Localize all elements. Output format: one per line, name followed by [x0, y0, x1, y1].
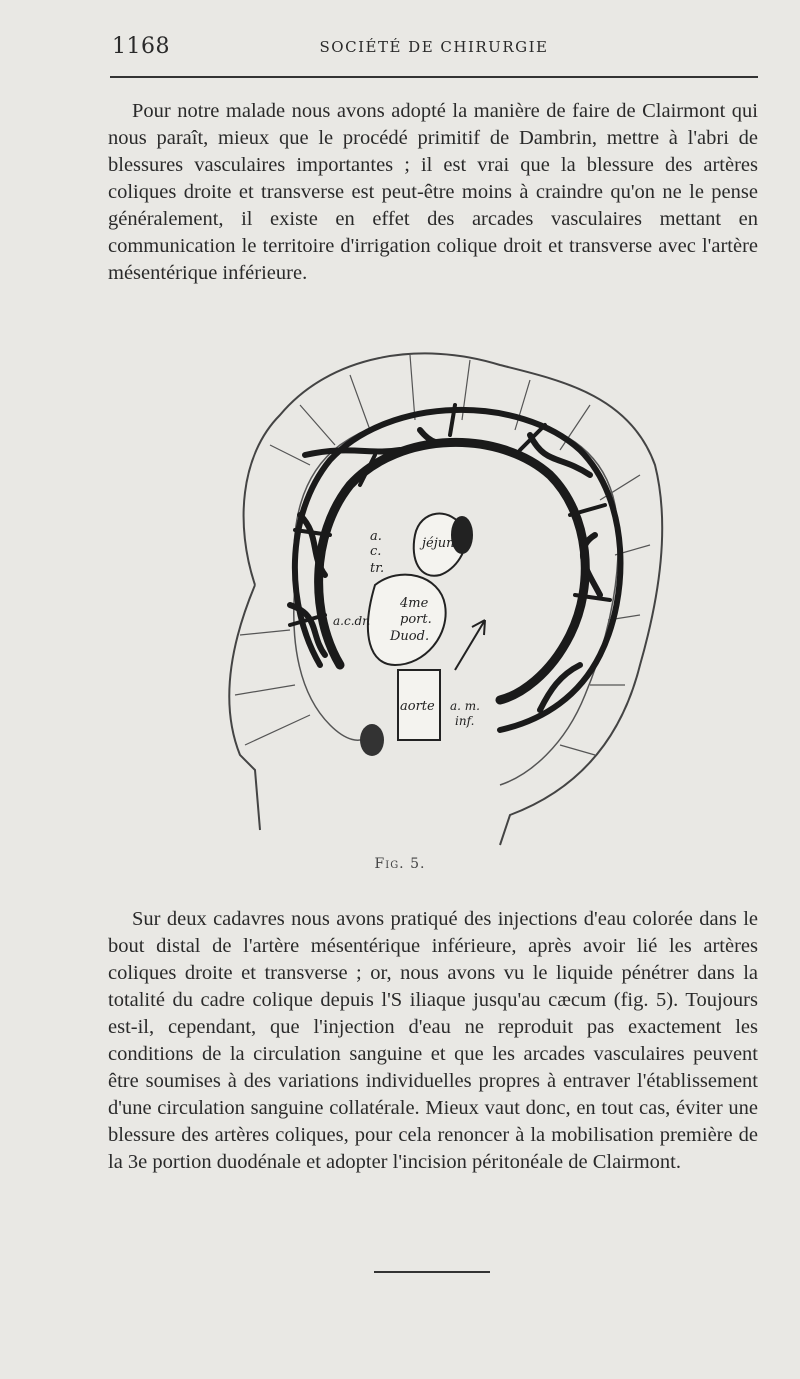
flow-arrow [455, 620, 485, 670]
header-rule [110, 76, 758, 78]
cecum [360, 724, 384, 756]
label-jejun: jéjun [422, 536, 455, 551]
paragraph-2: Sur deux cadavres nous avons pratiqué des injections d'eau colorée dans le bout distal de l'artère mésentérique inférieure, après avoir lié les artères coliques droite et transverse ; or, nous avons vu le liquide pénétrer dans la totalité du cadre colique depuis l'S iliaque jusqu'au cæcum (fig. 5). Toujours est-il, cependant, que l'injection d'eau ne reproduit pas exactement les conditions de la circulation sanguine et que les arcades vasculaires peuvent être soumises à des variations individuelles propres à entraver l'établissement d'une circulation sanguine collatérale. Mieux vaut donc, en tout cas, éviter une blessure des artères coliques, pour cela renoncer à la mobilisation première de la 3e portion duodénale et adopter l'incision péritonéale de Clairmont. [108, 908, 758, 1173]
end-rule [374, 1271, 490, 1273]
label-ami-2: inf. [455, 714, 475, 728]
label-acd: a.c.dr. [333, 614, 371, 628]
label-duod: Duod. [390, 629, 430, 644]
label-aorte: aorte [400, 699, 435, 714]
page-header [110, 30, 758, 70]
label-portion-num: 4me [400, 596, 429, 611]
figure-caption: Fig. 5. [374, 856, 426, 872]
label-act-2: c. [370, 544, 382, 559]
label-portion: port. [400, 612, 432, 627]
vascular-arcades [290, 405, 620, 730]
page-number: 1168 [112, 34, 170, 59]
figure-colon-arteries [200, 335, 670, 855]
label-ami-1: a. m. [450, 699, 480, 713]
colon-diagram [200, 335, 670, 855]
label-act-3: tr. [370, 561, 385, 576]
paragraph-1: Pour notre malade nous avons adopté la manière de faire de Clairmont qui nous paraît, mieux que le procédé primitif de Dambrin, mettre à l'abri de blessures vasculaires importantes ; il est vrai que la blessure des artères coliques droite et transverse est peut-être moins à craindre qu'on ne le pense généralement, il existe en effet des arcades vasculaires mettant en communication le territoire d'irrigation colique droit et transverse avec l'artère mésentérique inférieure. [108, 100, 758, 284]
label-act-1: a. [370, 529, 382, 544]
running-head: SOCIÉTÉ DE CHIRURGIE [319, 38, 549, 56]
